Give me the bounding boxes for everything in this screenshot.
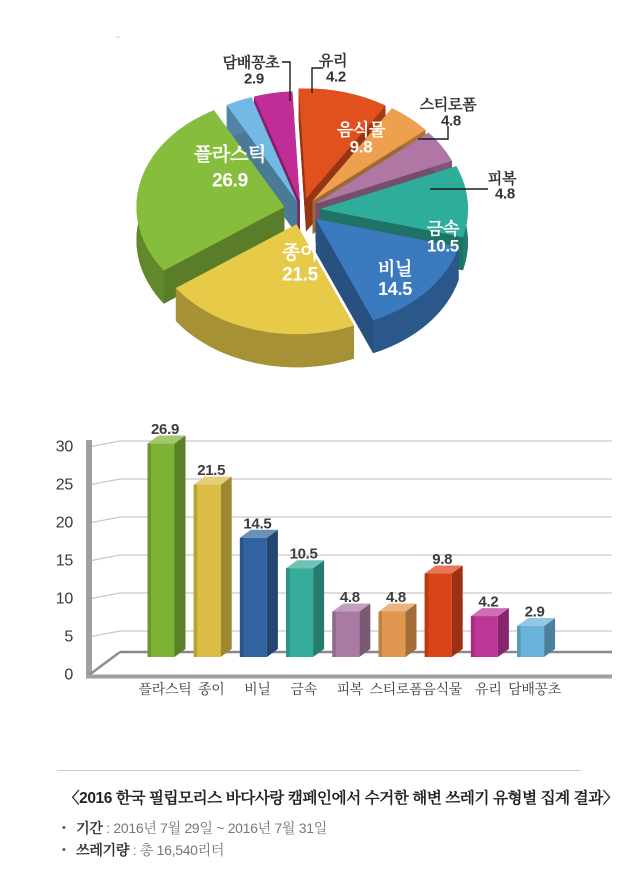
caption-title: 〈2016 한국 필립모리스 바다사랑 캠페인에서 수거한 해변 쓰레기 유형별 집계 결과〉 [64, 790, 618, 807]
pie-label-value: 4.8 [441, 112, 461, 130]
bar-피복 [332, 604, 370, 657]
bar-front-face [148, 444, 175, 657]
bar-value-label: 4.2 [478, 593, 499, 611]
bar-left-shade [240, 538, 244, 657]
bar-유리 [471, 608, 509, 657]
bar-front-face [332, 612, 359, 657]
bar-플라스틱 [148, 436, 186, 657]
pie-label-name: 피복 [487, 170, 517, 188]
bar-front-face [425, 574, 452, 657]
bullet-label-amount: 쓰레기량 [76, 842, 130, 858]
bar-front-face [286, 568, 313, 657]
pie-label-name: 스티로폼 [419, 96, 477, 114]
bar-left-shade [379, 612, 383, 657]
bullet-text-period: : 2016년 7월 29일 ~ 2016년 7월 31일 [106, 820, 327, 836]
bar-side-face [267, 530, 278, 657]
bar-side-face [406, 604, 417, 657]
bar-left-shade [471, 616, 475, 657]
y-tick-label: 0 [64, 666, 73, 684]
bar-category-label: 플라스틱 [138, 681, 192, 697]
bar-left-shade [148, 444, 152, 657]
bar-front-face [379, 612, 406, 657]
pie-label-name: 종이 [281, 242, 319, 264]
pie-label-name: 담배꽁초 [222, 54, 280, 72]
caption-bullet-amount [62, 840, 224, 860]
bar-value-label: 10.5 [289, 545, 318, 563]
bullet-label-period: 기간 [76, 820, 103, 836]
y-tick-label: 30 [55, 438, 73, 456]
bar-value-label: 21.5 [197, 462, 226, 480]
gridline-connector [89, 631, 120, 637]
bar-스티로폼 [379, 604, 417, 657]
bar-front-face [240, 538, 267, 657]
pie-label-value: 14.5 [378, 279, 412, 299]
scan-speck [116, 36, 120, 38]
pie-label-name: 금속 [426, 219, 460, 239]
bar-담배꽁초 [517, 618, 555, 657]
bar-left-shade [517, 626, 521, 657]
bar-side-face [221, 477, 232, 657]
bar-종이 [194, 477, 232, 657]
bar-front-face [517, 626, 544, 657]
pie-label-value: 9.8 [349, 137, 373, 157]
y-tick-label: 15 [55, 552, 73, 570]
caption-bullet-period [62, 818, 327, 838]
pie-label-value: 4.2 [326, 68, 346, 86]
bullet-text-amount: : 총 16,540리터 [132, 842, 225, 858]
bullet-dot: • [62, 822, 66, 834]
pie-label-name: 음식물 [336, 120, 386, 140]
bar-front-face [194, 485, 221, 657]
bar-category-label: 금속 [290, 681, 317, 697]
pie-label-name: 플라스틱 [193, 144, 267, 166]
bar-value-label: 9.8 [432, 551, 453, 569]
bar-category-label: 피복 [336, 681, 364, 697]
pie-label-value: 26.9 [212, 170, 248, 192]
y-axis-pillar [86, 440, 92, 677]
bar-left-shade [286, 568, 290, 657]
bar-side-face [452, 566, 463, 657]
bar-비닐 [240, 530, 278, 657]
bar-category-label: 스티로폼 [369, 681, 423, 697]
gridline-connector [89, 517, 120, 523]
bar-value-label: 4.8 [339, 589, 360, 607]
y-tick-label: 20 [55, 514, 73, 532]
bar-category-label: 담배꽁초 [508, 681, 562, 697]
pie-label-value: 10.5 [427, 236, 459, 256]
bar-side-face [359, 604, 370, 657]
gridline-connector [89, 441, 120, 447]
bar-category-label: 음식물 [422, 681, 463, 697]
bar-front-face [471, 616, 498, 657]
bar-value-label: 14.5 [243, 515, 272, 533]
bar-left-shade [332, 612, 336, 657]
bar-category-label: 종이 [197, 681, 225, 697]
bar-side-face [175, 436, 186, 657]
bar-금속 [286, 560, 324, 657]
pie-label-name: 비닐 [377, 259, 413, 279]
x-axis-line [86, 675, 612, 679]
y-tick-label: 10 [55, 590, 73, 608]
pie-chart [136, 52, 517, 368]
y-tick-label: 5 [64, 628, 73, 646]
gridline-connector [89, 593, 120, 599]
bullet-dot: • [62, 844, 66, 856]
bar-left-shade [425, 574, 429, 657]
caption-section [0, 770, 619, 881]
bar-음식물 [425, 566, 463, 657]
bar-category-label: 비닐 [244, 681, 271, 697]
y-tick-label: 25 [55, 476, 73, 494]
bar-side-face [498, 608, 509, 657]
bar-category-label: 유리 [475, 681, 502, 697]
floor-edge-left [89, 652, 120, 675]
gridline-connector [89, 555, 120, 561]
bar-value-label: 4.8 [386, 589, 406, 607]
bar-value-label: 26.9 [151, 421, 179, 439]
bar-value-label: 2.9 [524, 603, 545, 621]
bar-chart [56, 421, 612, 697]
bar-left-shade [194, 485, 198, 657]
gridline-connector [89, 479, 120, 485]
caption-divider [57, 770, 581, 771]
bar-side-face [313, 560, 324, 657]
pie-label-value: 21.5 [282, 264, 318, 286]
pie-label-name: 유리 [318, 52, 348, 70]
pie-label-value: 2.9 [244, 70, 264, 88]
pie-label-value: 4.8 [495, 185, 515, 203]
